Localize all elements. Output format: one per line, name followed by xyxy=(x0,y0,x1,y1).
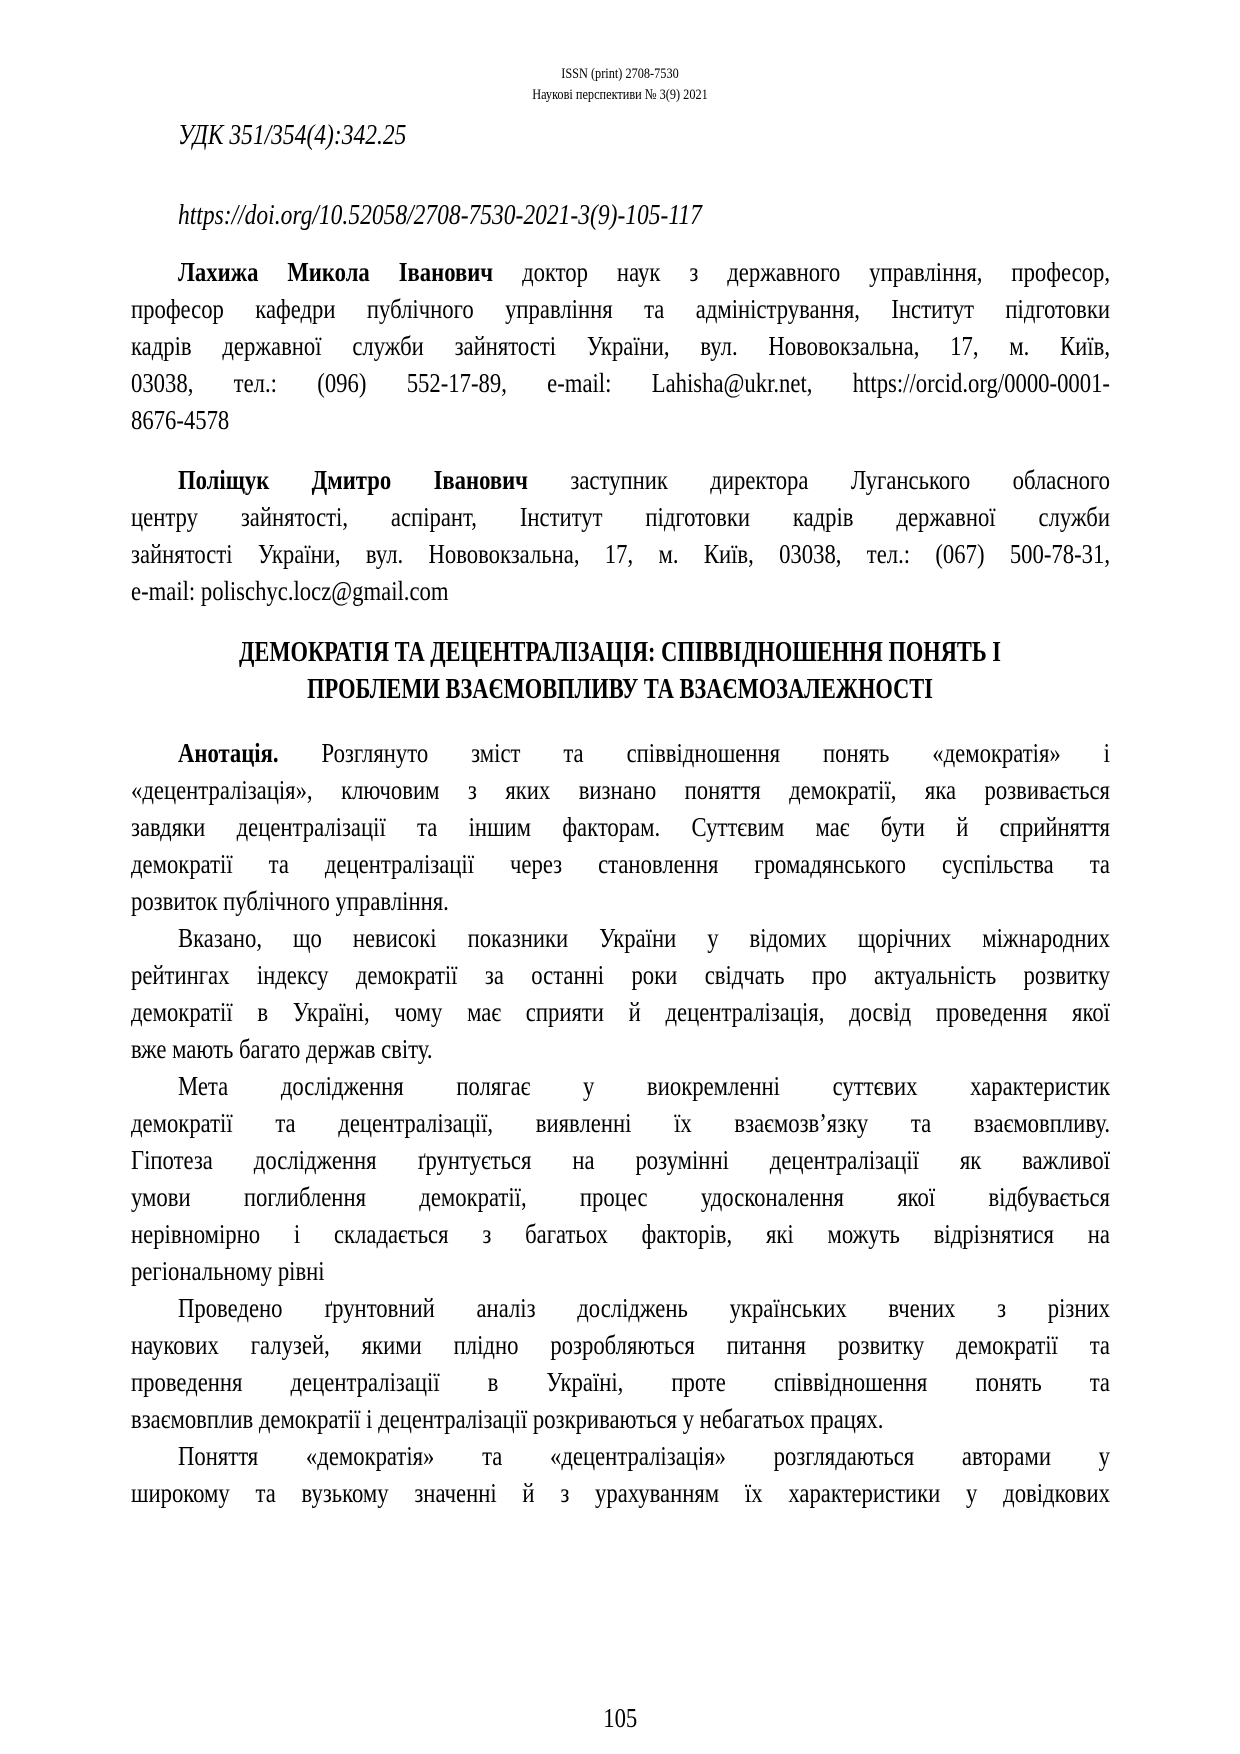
abstract-label: Анотація. xyxy=(178,738,279,768)
author-1-name: Лахижа Микола Іванович xyxy=(178,257,494,287)
doi-link[interactable]: https://doi.org/10.52058/2708-7530-2021-3(9)-105-117 xyxy=(178,200,702,231)
article-title: ДЕМОКРАТІЯ ТА ДЕЦЕНТРАЛІЗАЦІЯ: СПІВВІДНОШЕННЯ ПОНЯТЬ І ПРОБЛЕМИ ВЗАЄМОВПЛИВУ ТА ВЗАЄМОЗАЛЕЖНОСТІ xyxy=(239,637,1001,705)
author-2-name: Поліщук Дмитро Іванович xyxy=(178,465,528,495)
author-1-info: Лахижа Микола Іванович доктор наук з державного управління, професор, професор кафедри публічного управління та адміністрування, Інститут підготовки кадрів державної служби зайнятості України, вул. Нововокзальна, 17, м. Київ, 03038, тел.: (096) 552-17-89, e-mail: Lahisha@ukr.net, https://orcid.org/0000-0001- 8676-4578 xyxy=(131,257,1110,435)
udc-code: УДК 351/354(4):342.25 xyxy=(178,120,407,151)
author-1-contacts: 03038, тел.: (096) 552-17-89, e-mail: Lahisha@ukr.net, https://orcid.org/0000-0001- xyxy=(131,368,1110,398)
abstract: Анотація. Розглянуто зміст та співвідношення понять «демократія» і «децентралізація», ключовим з яких визнано поняття демократії, яка розвивається завдяки децентралізації та іншим факторам. Суттєвим має бути й сприйняття демократії та децентралізації через становлення громадянського суспільства та розвиток публічного управління. Вказано, що невисокі показники України у відомих щорічних міжнародних рейтингах індексу демократії за останні роки свідчать про актуальність розвитку демократії в Україні, чому має сприяти й децентралізація, досвід проведення якої вже мають багато держав світу. Мета дослідження полягає у виокремленні суттєвих характеристик демократії та децентралізації, виявленні їх взаємозв’язку та взаємовпливу. Гіпотеза дослідження ґрунтується на розумінні децентралізації як важливої умови поглиблення демократії, процес удосконалення якої відбувається нерівномірно і складається з багатьох факторів, які можуть відрізнятися на регіональному рівні Проведено ґрунтовний аналіз досліджень українських вчених з різних наукових галузей, якими плідно розробляються питання розвитку демократії та проведення децентралізації в Україні, проте співвідношення понять та взаємовплив демократії і децентралізації розкриваються у небагатьох працях. Поняття «демократія» та «децентралізація» розглядаються авторами у широкому та вузькому значенні й з урахуванням їх характеристики у довідкових xyxy=(131,738,1110,1508)
issn-line: ISSN (print) 2708-7530 xyxy=(561,66,679,82)
page-number: 105 xyxy=(602,1703,638,1733)
author-2-email: e-mail: polischyc.locz@gmail.com xyxy=(131,576,449,606)
author-2-info: Поліщук Дмитро Іванович заступник директора Луганського обласного центру зайнятості, аспірант, Інститут підготовки кадрів державної служби зайнятості України, вул. Нововокзальна, 17, м. Київ, 03038, тел.: (067) 500-78-31, e-mail: polischyc.locz@gmail.com xyxy=(131,462,1110,610)
journal-header xyxy=(0,64,1240,106)
journal-issue-line: Наукові перспективи № 3(9) 2021 xyxy=(532,87,708,103)
